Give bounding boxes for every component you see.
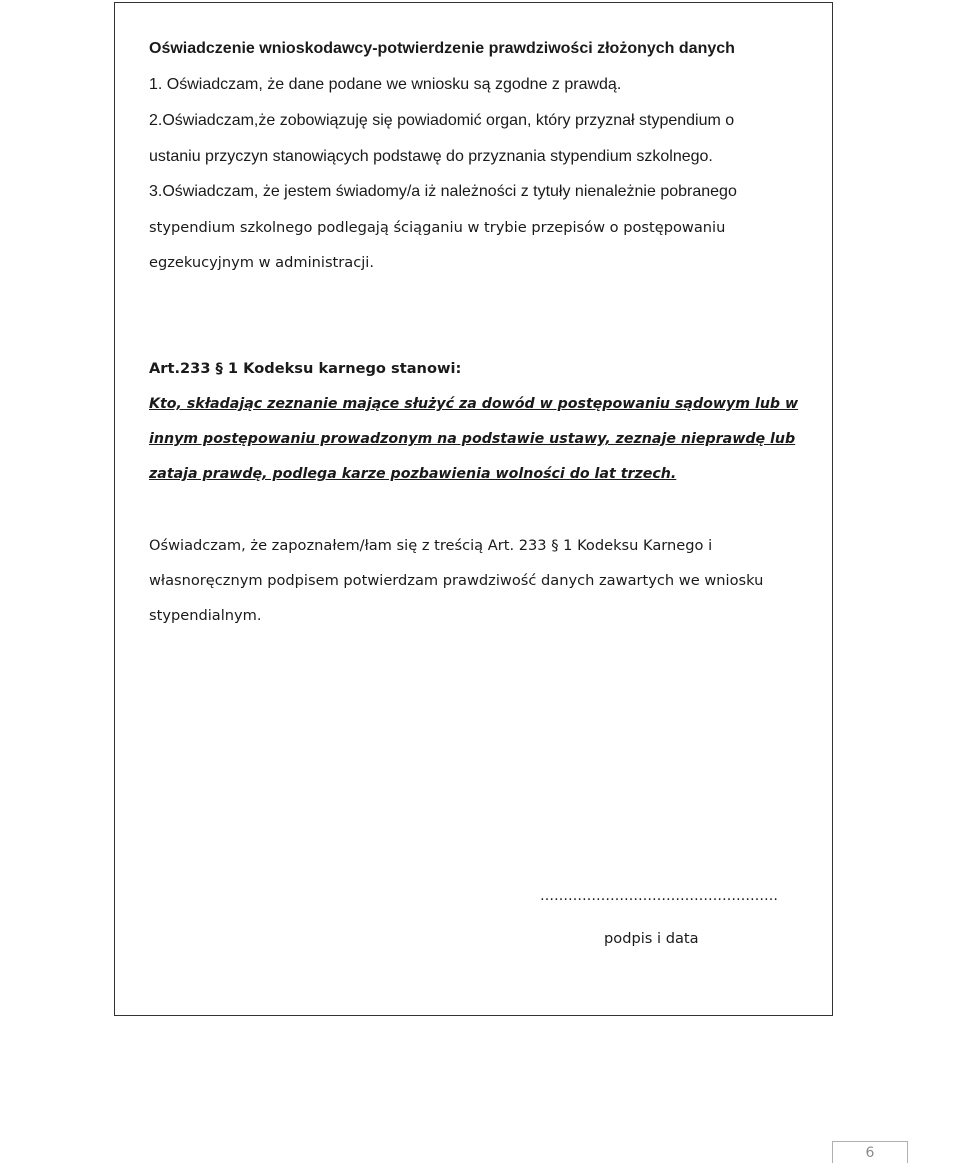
declaration-point-3-line-3: egzekucyjnym w administracji. bbox=[149, 254, 374, 271]
article-heading: Art.233 § 1 Kodeksu karnego stanowi: bbox=[149, 360, 462, 377]
acknowledgement-line-2: własnoręcznym podpisem potwierdzam prawdziwość danych zawartych we wniosku bbox=[149, 572, 764, 589]
signature-line: …………………………………………… bbox=[540, 888, 778, 904]
page-number: 6 bbox=[832, 1141, 908, 1163]
article-quote-line-1: Kto, składając zeznanie mające służyć za dowód w postępowaniu sądowym lub w bbox=[149, 396, 799, 412]
signature-label: podpis i data bbox=[604, 930, 699, 947]
article-quote-line-3: zataja prawdę, podlega karze pozbawienia wolności do lat trzech. bbox=[149, 466, 677, 482]
acknowledgement-line-3: stypendialnym. bbox=[149, 607, 262, 624]
declaration-point-1: 1. Oświadczam, że dane podane we wniosku są zgodne z prawdą. bbox=[149, 76, 622, 93]
declaration-point-3-line-1: 3.Oświadczam, że jestem świadomy/a iż należności z tytuły nienależnie pobranego bbox=[149, 183, 737, 200]
declaration-point-3-line-2: stypendium szkolnego podlegają ściąganiu w trybie przepisów o postępowaniu bbox=[149, 219, 726, 236]
declaration-point-2-line-2: ustaniu przyczyn stanowiących podstawę do przyznania stypendium szkolnego. bbox=[149, 148, 713, 165]
declaration-heading: Oświadczenie wnioskodawcy-potwierdzenie prawdziwości złożonych danych bbox=[149, 40, 735, 57]
acknowledgement-line-1: Oświadczam, że zapoznałem/łam się z treścią Art. 233 § 1 Kodeksu Karnego i bbox=[149, 537, 713, 554]
declaration-point-2-line-1: 2.Oświadczam,że zobowiązuję się powiadomić organ, który przyznał stypendium o bbox=[149, 112, 735, 129]
article-quote-line-2: innym postępowaniu prowadzonym na podstawie ustawy, zeznaje nieprawdę lub bbox=[149, 431, 796, 447]
